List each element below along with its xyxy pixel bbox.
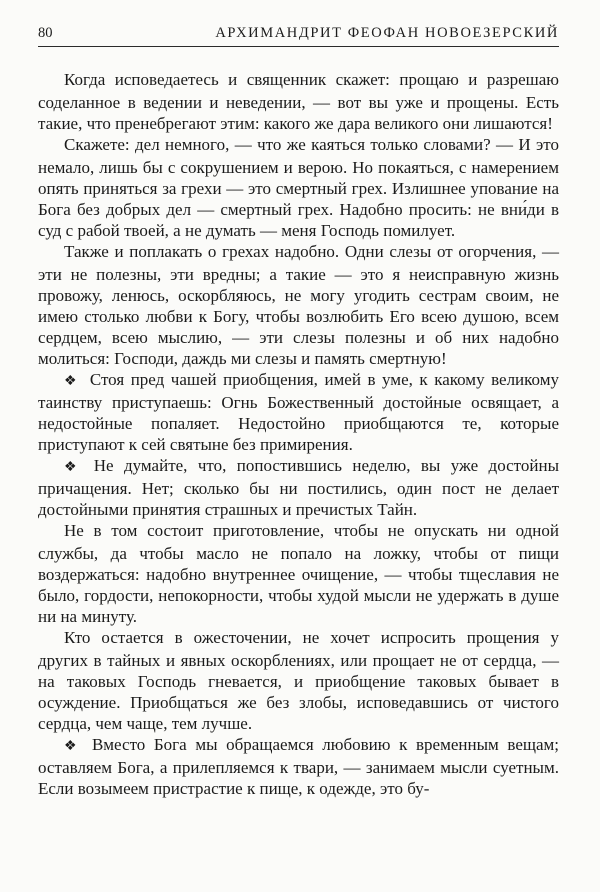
paragraph-text: Вместо Бога мы обращаемся любовию к временным вещам; оставляем Бога, а прилепляемся к твари, — занимаем мысли суетным. Если возымеем пристрастие к пище, к одежде, это бу-	[38, 735, 559, 798]
page-number: 80	[38, 25, 53, 41]
paragraph	[38, 520, 559, 627]
paragraph	[38, 69, 559, 134]
paragraph-text: Скажете: дел немного, — что же каяться только словами? — И это немало, лишь бы с сокрушением и верою. Но покаяться, с намерением опять приняться за грехи — это смертный грех. Излишнее упование на Бога без добрых дел — смертный грех. Надобно просить: не вни́ди в суд с рабой твоей, а не думать — меня Господь помилует.	[38, 135, 559, 240]
paragraph-text: Стоя пред чашей приобщения, имей в уме, к какому великому таинству приступаешь: Огнь Божественный достойные освящает, а недостойные попаляет. Недостойно приобщаются те, которые приступают к сей святыне без примирения.	[38, 370, 559, 454]
paragraph-text: Когда исповедаетесь и священник скажет: прощаю и разрешаю соделанное в ведении и неведении, — вот вы уже и прощены. Есть такие, что пренебрегают этим: какого же дара великого они лишаются!	[38, 70, 559, 133]
diamond-bullet-icon: ❖	[64, 739, 81, 754]
paragraph	[38, 455, 559, 520]
paragraph-text: Не в том состоит приготовление, чтобы не опускать ни одной службы, да чтобы масло не попало на ложку, чтобы от пищи воздержаться: надобно внутреннее очищение, — чтобы тщеславия не было, гордости, непокорности, чтобы худой мысли не удержать в душе ни на минуту.	[38, 521, 559, 626]
paragraph-text: Также и поплакать о грехах надобно. Одни слезы от огорчения, — эти не полезны, эти вредны; а такие — это я неисправную жизнь провожу, ленюсь, оскорбляюсь, не могу угодить сестрам своим, не имею столько любви к Богу, чтобы возлюбить Его всею душою, всем сердцем, всею мыслию, — эти слезы полезны и об них надобно молиться: Господи, даждь ми слезы и память смертную!	[38, 242, 559, 368]
page-header	[38, 25, 559, 47]
page-body-text	[38, 69, 559, 799]
paragraph	[38, 369, 559, 455]
diamond-bullet-icon: ❖	[64, 460, 83, 475]
paragraph	[38, 627, 559, 734]
running-title: АРХИМАНДРИТ ФЕОФАН НОВОЕЗЕРСКИЙ	[215, 25, 559, 41]
paragraph-text: Не думайте, что, попостившись неделю, вы уже достойны причащения. Нет; сколько бы ни постились, один пост не делает достойными принятия страшных и пречистых Тайн.	[38, 456, 559, 519]
diamond-bullet-icon: ❖	[64, 374, 79, 389]
paragraph	[38, 241, 559, 369]
paragraph-text: Кто остается в ожесточении, не хочет испросить прощения у других в тайных и явных оскорблениях, или прощает не от сердца, — на таковых Господь гневается, и приобщение таковых бывает в осуждение. Приобщаться же без злобы, исповедавшись от чистого сердца, чем чаще, тем лучше.	[38, 628, 559, 733]
paragraph	[38, 734, 559, 799]
paragraph	[38, 134, 559, 241]
